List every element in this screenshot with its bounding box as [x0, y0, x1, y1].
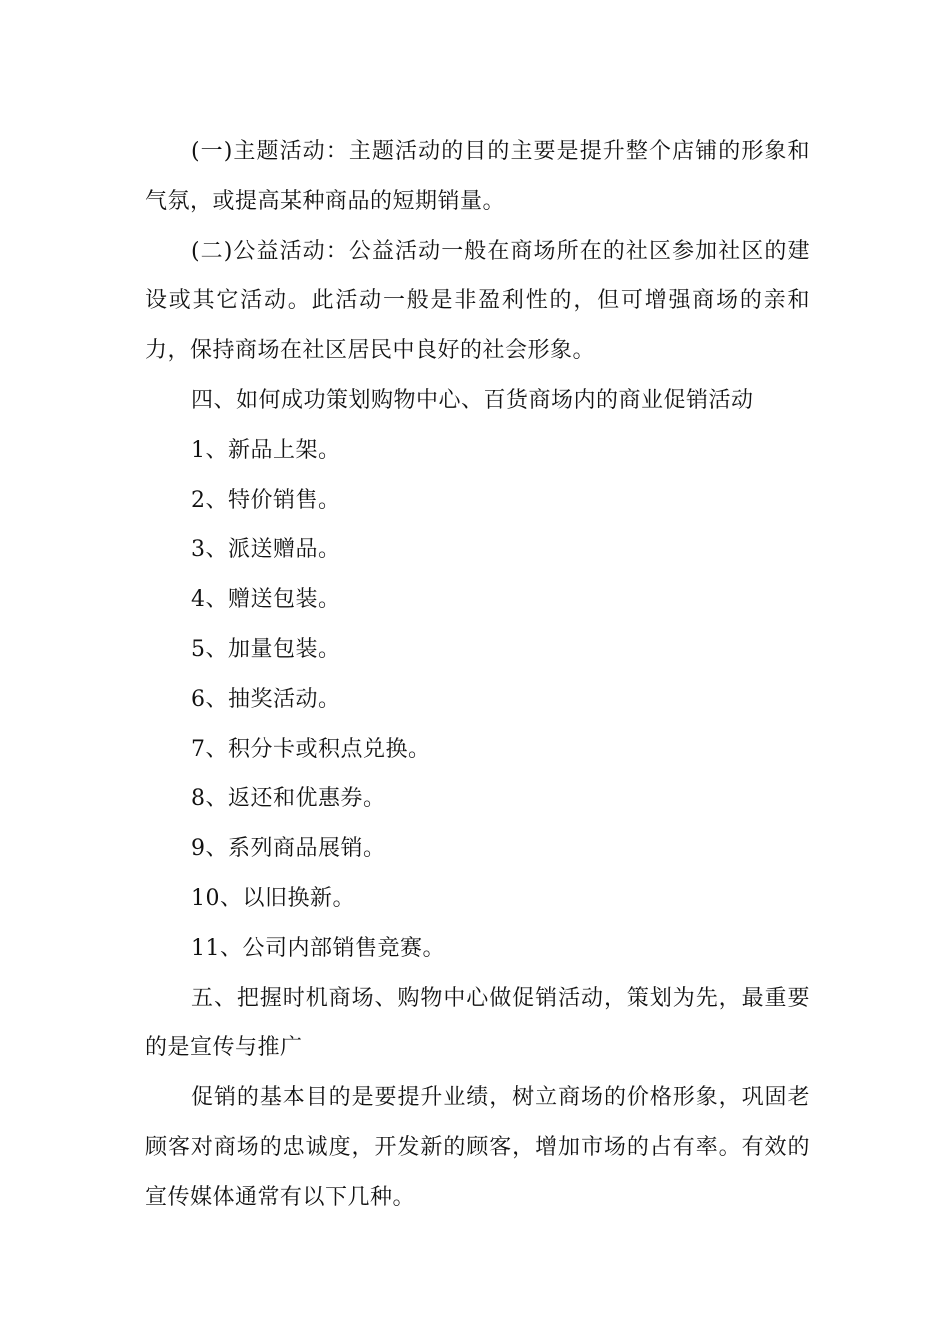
- paragraph-public-welfare-activity: (二)公益活动：公益活动一般在商场所在的社区参加社区的建设或其它活动。此活动一般是非盈利性的，但可增强商场的亲和力，保持商场在社区居民中良好的社会形象。: [145, 238, 810, 364]
- section-heading-five: 五、把握时机商场、购物中心做促销活动，策划为先，最重要的是宣传与推广: [145, 985, 810, 1061]
- paragraph-theme-activity: (一)主题活动：主题活动的目的主要是提升整个店铺的形象和气氛，或提高某种商品的短期销量。: [145, 139, 810, 214]
- list-item: 6、抽奖活动。: [191, 686, 341, 712]
- list-item: 2、特价销售。: [191, 487, 341, 513]
- list-item: 3、派送赠品。: [191, 537, 341, 563]
- section-heading-four: 四、如何成功策划购物中心、百货商场内的商业促销活动: [191, 387, 754, 413]
- list-item: 7、积分卡或积点兑换。: [191, 736, 431, 762]
- list-item: 11、公司内部销售竞赛。: [191, 935, 445, 961]
- list-item: 4、赠送包装。: [191, 587, 341, 613]
- list-item: 1、新品上架。: [191, 437, 341, 463]
- paragraph-promotion-purpose: 促销的基本目的是要提升业绩，树立商场的价格形象，巩固老顾客对商场的忠诚度，开发新的顾客，增加市场的占有率。有效的宣传媒体通常有以下几种。: [145, 1085, 810, 1210]
- list-item: 8、返还和优惠券。: [191, 786, 386, 812]
- document-body: [145, 127, 810, 1223]
- list-item: 5、加量包装。: [191, 636, 341, 662]
- list-item: 9、系列商品展销。: [191, 836, 386, 862]
- list-item: 10、以旧换新。: [191, 885, 355, 911]
